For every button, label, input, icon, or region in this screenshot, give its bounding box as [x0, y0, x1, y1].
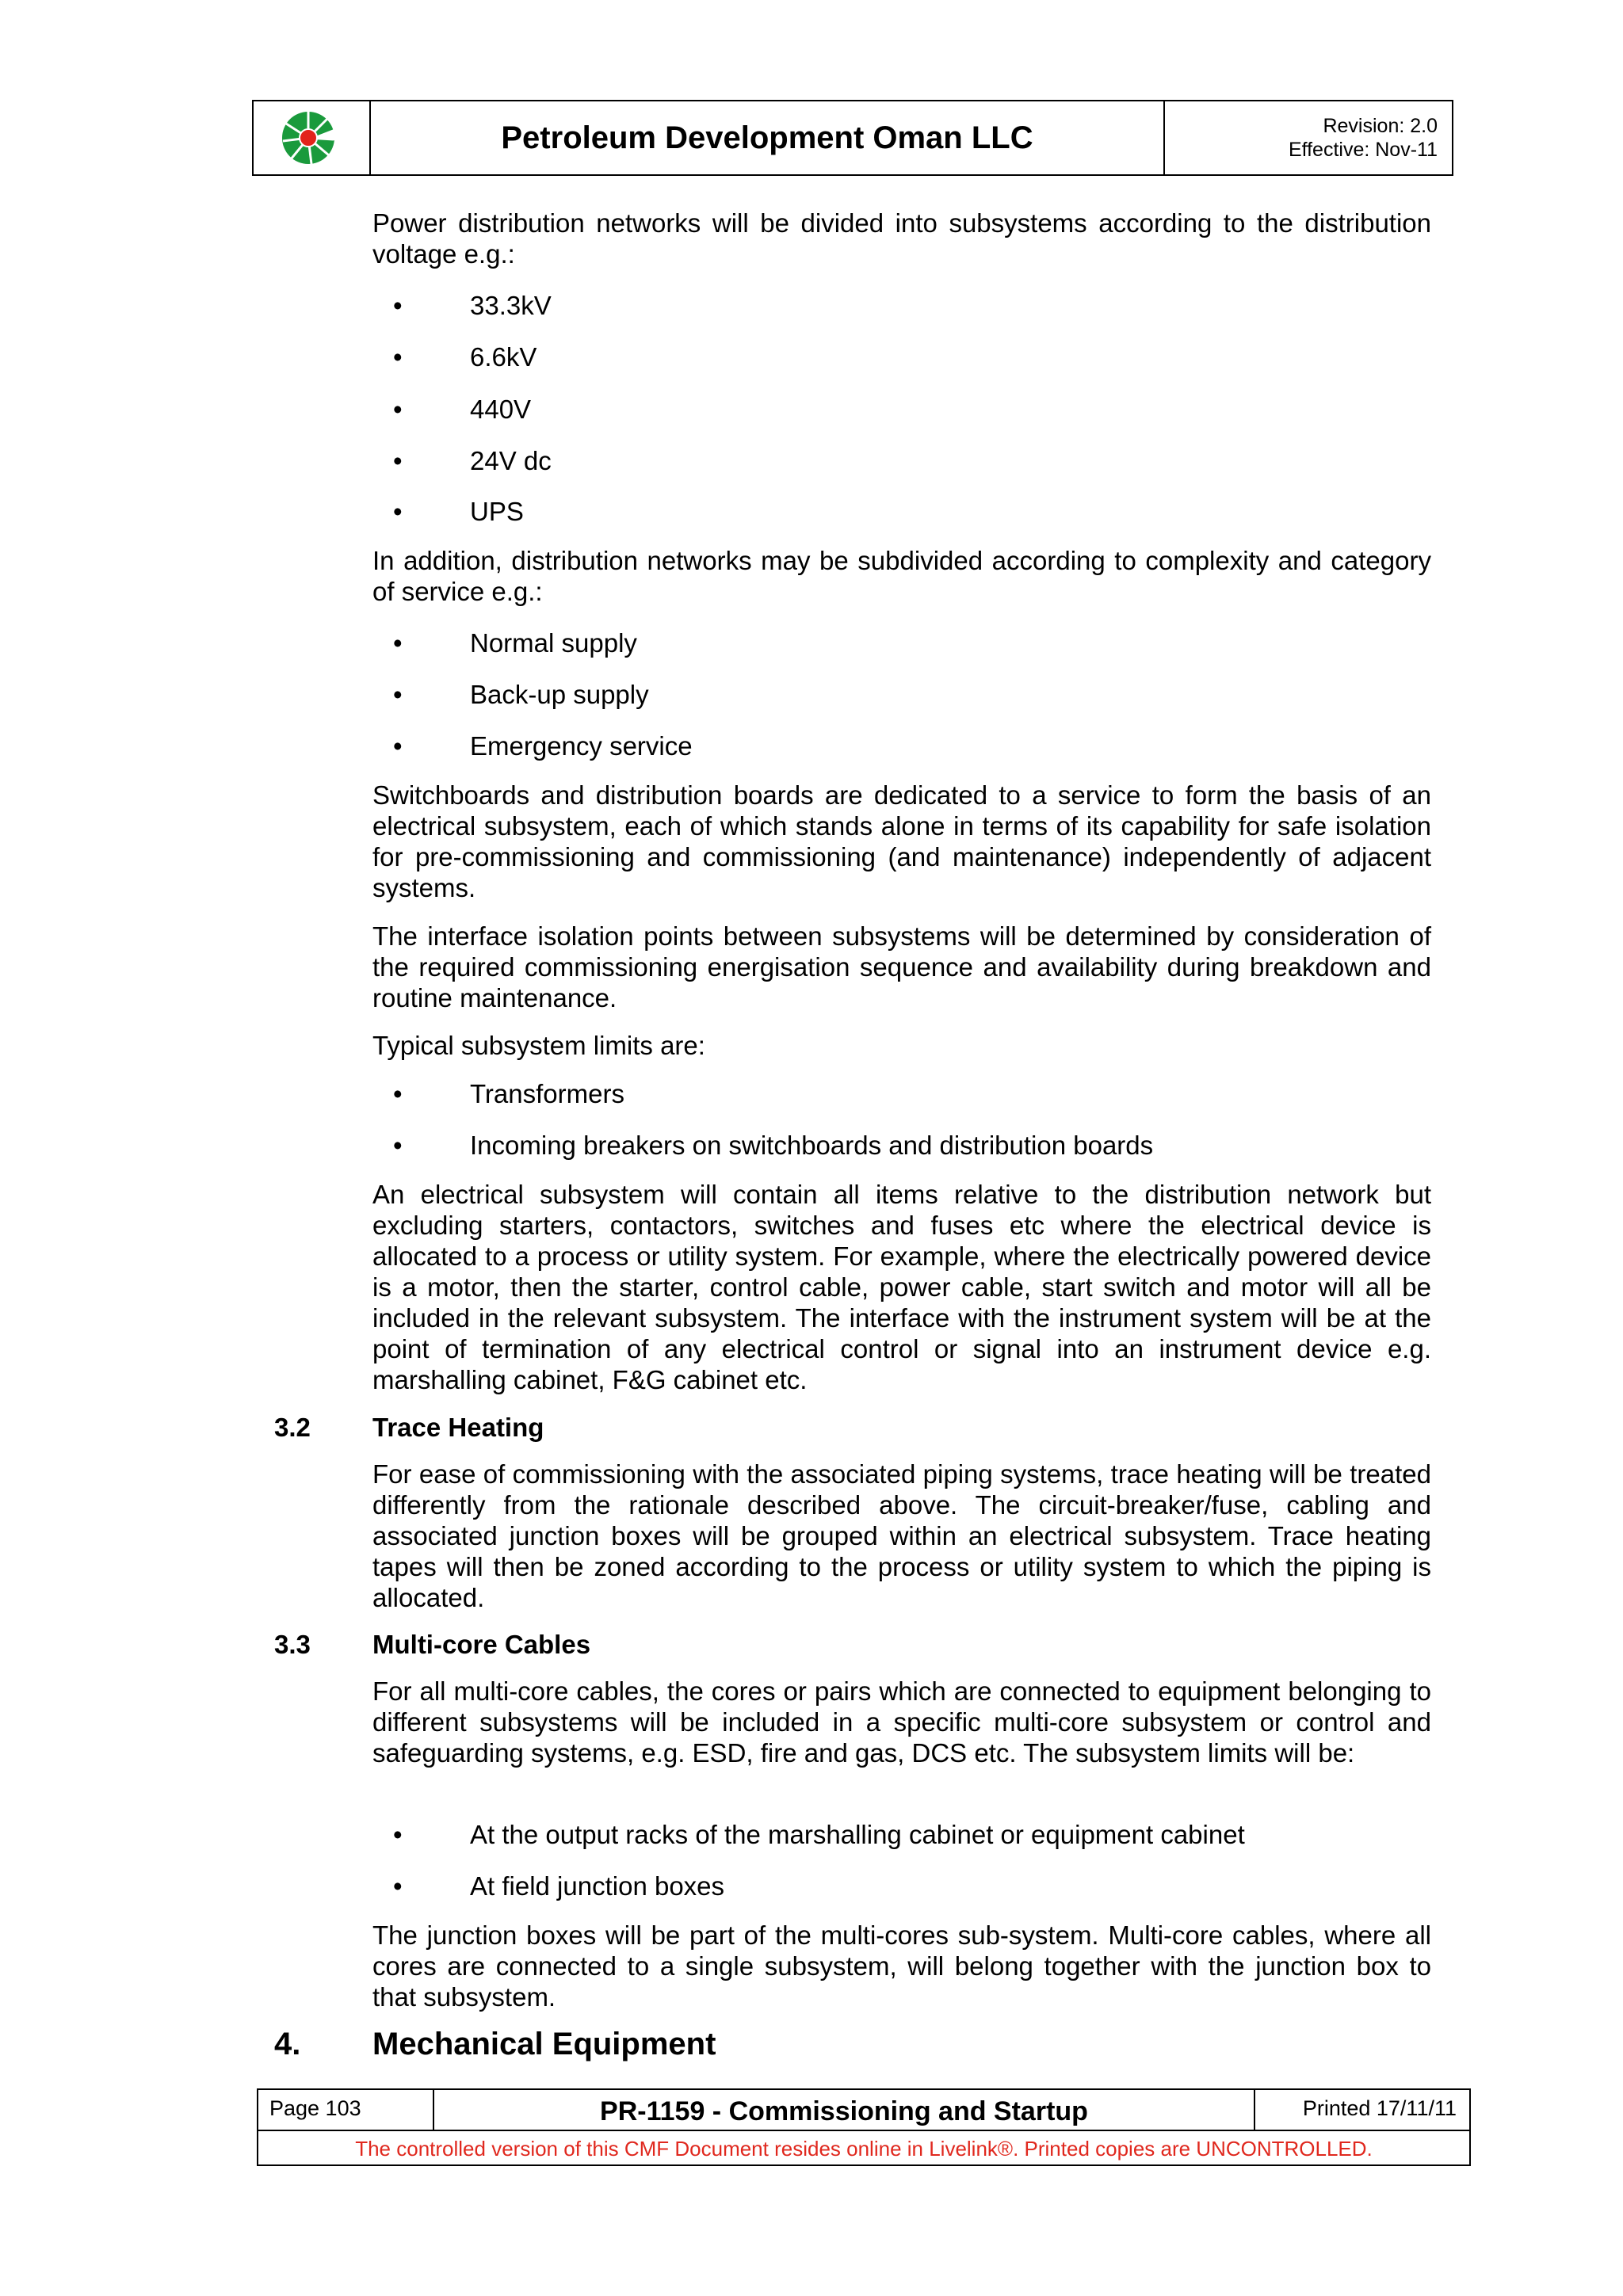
- paragraph: The interface isolation points between subsystems will be determined by consideration of the required commissioning energisation sequence and availability during breakdown and routine maintenance.: [372, 921, 1431, 1013]
- page-number: Page 103: [258, 2090, 434, 2130]
- company-title: Petroleum Development Oman LLC: [371, 101, 1165, 174]
- paragraph: For all multi-core cables, the cores or pairs which are connected to equipment belonging to different subsystems will be included in a specific multi-core subsystem or control and safeguarding systems, e.g. ESD, fire and gas, DCS etc. The subsystem limits will be:: [372, 1676, 1431, 1768]
- paragraph: An electrical subsystem will contain all items relative to the distribution network but excluding starters, contactors, switches and fuses etc where the electrical device is allocated to a process or utility system. For example, where the electrically powered device is a motor, then the starter, control cable, power cable, start switch and motor will all be included in the relevant subsystem. The interface with the instrument system will be at the point of termination of any electrical control or signal into an instrument device e.g. marshalling cabinet, F&G cabinet etc.: [372, 1180, 1431, 1394]
- bullet-marker: •: [393, 395, 403, 424]
- pdo-logo-icon: [280, 109, 343, 166]
- chapter-number: 4.: [274, 2027, 301, 2061]
- revision-info: [1165, 101, 1452, 174]
- effective-date: Effective: Nov-11: [1288, 139, 1438, 161]
- page-header: [252, 100, 1453, 176]
- bullet-marker: •: [393, 731, 403, 761]
- bullet-marker: •: [393, 1131, 403, 1160]
- document-title: PR-1159 - Commissioning and Startup: [434, 2090, 1255, 2130]
- uncontrolled-notice: The controlled version of this CMF Document resides online in Livelink®. Printed copies are UNCONTROLLED.: [355, 2137, 1373, 2161]
- paragraph: For ease of commissioning with the associated piping systems, trace heating will be treated differently from the rationale described above. The circuit-breaker/fuse, cabling and associated junction boxes will be grouped within an electrical subsystem. Trace heating tapes will then be zoned according to the process or utility system to which the piping is allocated.: [372, 1459, 1431, 1612]
- bullet-marker: •: [393, 1079, 403, 1108]
- paragraph: The junction boxes will be part of the multi-cores sub-system. Multi-core cables, where all cores are connected to a single subsystem, will belong together with the junction box to that subsystem.: [372, 1920, 1431, 2012]
- section-title: Trace Heating: [372, 1413, 544, 1442]
- logo-cell: [254, 101, 371, 174]
- bullet-marker: •: [393, 291, 403, 320]
- bullet-marker: •: [393, 342, 403, 372]
- bullet-marker: •: [393, 628, 403, 658]
- paragraph: Switchboards and distribution boards are dedicated to a service to form the basis of an electrical subsystem, each of which stands alone in terms of its capability for safe isolation for pre-commissioning and commissioning (and maintenance) independently of adjacent systems.: [372, 780, 1431, 902]
- section-number: 3.3: [274, 1630, 311, 1659]
- bullet-marker: •: [393, 446, 403, 475]
- paragraph: Typical subsystem limits are:: [372, 1031, 705, 1060]
- chapter-title: Mechanical Equipment: [372, 2027, 716, 2061]
- revision-text: Revision: 2.0: [1323, 115, 1438, 137]
- section-title: Multi-core Cables: [372, 1630, 591, 1659]
- bullet-marker: •: [393, 497, 403, 526]
- page-footer: [257, 2088, 1471, 2166]
- bullet-marker: •: [393, 1871, 403, 1901]
- paragraph: Power distribution networks will be divided into subsystems according to the distribution voltage e.g.:: [372, 208, 1431, 269]
- bullet-marker: •: [393, 1820, 403, 1849]
- bullet-marker: •: [393, 680, 403, 709]
- section-number: 3.2: [274, 1413, 311, 1442]
- paragraph: In addition, distribution networks may be subdivided according to complexity and category of service e.g.:: [372, 546, 1431, 606]
- printed-date: Printed 17/11/11: [1302, 2096, 1457, 2120]
